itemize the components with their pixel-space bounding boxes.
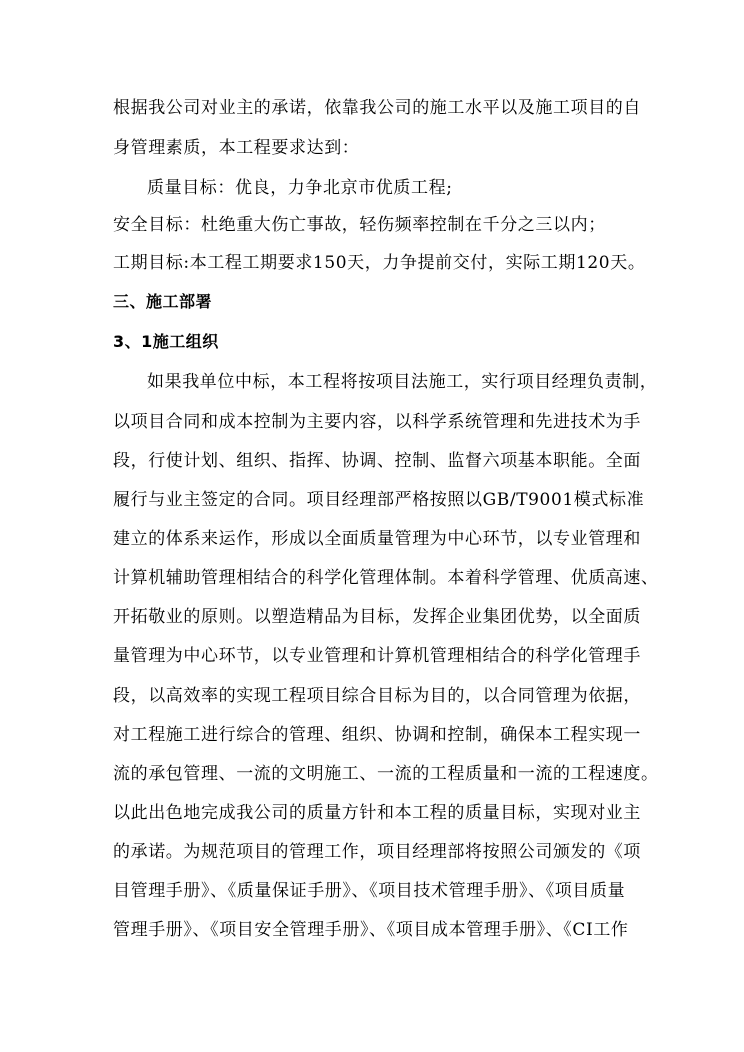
body-line: 目管理手册》、《质量保证手册》、《项目技术管理手册》、《项目质量 (113, 881, 626, 901)
intro-line-2: 身管理素质，本工程要求达到： (113, 138, 360, 158)
body-line: 段，以高效率的实现工程项目综合目标为目的，以合同管理为依据， (113, 686, 641, 706)
schedule-goal: 工期目标:本工程工期要求150天，力争提前交付，实际工期120天。 (113, 253, 646, 273)
body-line: 以此出色地完成我公司的质量方针和本工程的质量目标，实现对业主 (113, 803, 641, 823)
intro-line-1: 根据我公司对业主的承诺，依靠我公司的施工水平以及施工项目的自 (113, 98, 641, 118)
body-line: 的承诺。为规范项目的管理工作，项目经理部将按照公司颁发的《项 (113, 842, 641, 862)
quality-goal: 质量目标：优良，力争北京市优质工程; (147, 178, 453, 198)
body-line: 开拓敬业的原则。以塑造精品为目标，发挥企业集团优势，以全面质 (113, 607, 641, 627)
body-line: 如果我单位中标，本工程将按项目法施工，实行项目经理负责制， (147, 372, 658, 392)
body-line: 管理手册》、《项目安全管理手册》、《项目成本管理手册》、《CI工作 (113, 920, 629, 940)
body-line: 计算机辅助管理相结合的科学化管理体制。本着科学管理、优质高速、 (113, 568, 659, 588)
body-line: 对工程施工进行综合的管理、组织、协调和控制，确保本工程实现一 (113, 725, 641, 745)
body-line: 履行与业主签定的合同。项目经理部严格按照以GB/T9001模式标准 (113, 490, 645, 510)
safety-goal: 安全目标：杜绝重大伤亡事故，轻伤频率控制在千分之三以内； (113, 215, 606, 235)
body-line: 以项目合同和成本控制为主要内容，以科学系统管理和先进技术为手 (113, 412, 641, 432)
section-heading: 三、施工部署 (113, 292, 213, 311)
body-line: 量管理为中心环节，以专业管理和计算机管理相结合的科学化管理手 (113, 646, 641, 666)
body-line: 流的承包管理、一流的文明施工、一流的工程质量和一流的工程速度。 (113, 764, 659, 784)
body-line: 段，行使计划、组织、指挥、协调、控制、监督六项基本职能。全面 (113, 451, 641, 471)
body-line: 建立的体系来运作，形成以全面质量管理为中心环节，以专业管理和 (113, 529, 641, 549)
section-subheading: 3、1施工组织 (113, 332, 219, 351)
